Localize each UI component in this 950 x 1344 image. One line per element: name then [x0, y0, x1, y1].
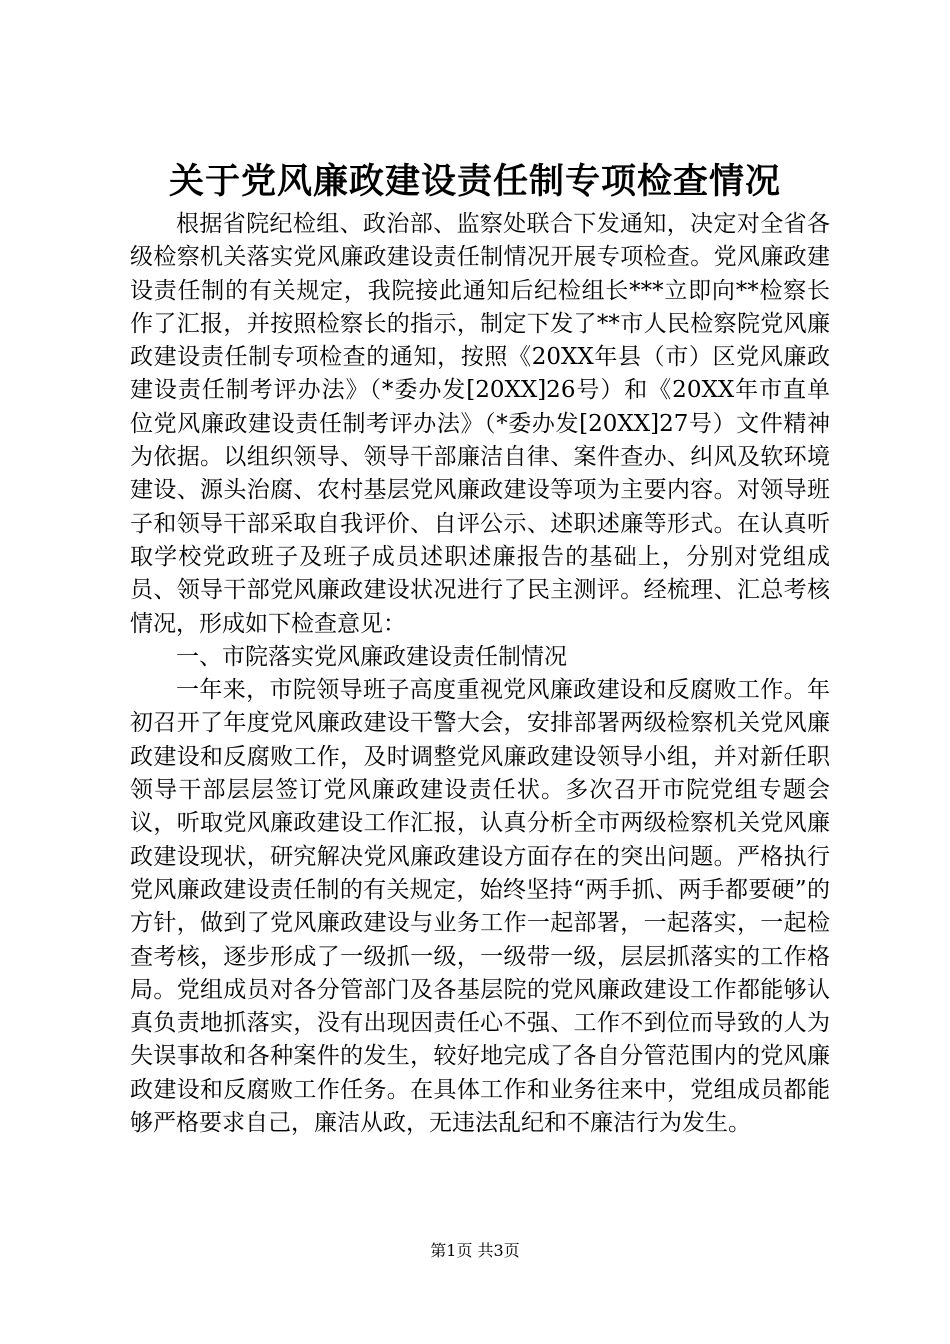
document-title: 关于党风廉政建设责任制专项检查情况 — [168, 161, 781, 202]
paragraph-intro: 根据省院纪检组、政治部、监察处联合下发通知，决定对全省各级检察机关落实党风廉政建设责任制情况开展专项检查。党风廉政建设责任制的有关规定，我院接此通知后纪检组长***立即向**检察长作了汇报，并按照检察长的指示，制定下发了**市人民检察院党风廉政建设责任制专项检查的通知，按照《20XX年县（市）区党风廉政建设责任制考评办法》（*委办发[20XX]26号）和《20XX年市直单位党风廉政建设责任制考评办法》（*委办发[20XX]27号）文件精神为依据。以组织领导、领导干部廉洁自律、案件查办、纠风及软环境建设、源头治腐、农村基层党风廉政建设等项为主要内容。对领导班子和领导干部采取自我评价、自评公示、述职述廉等形式。在认真听取学校党政班子及班子成员述职述廉报告的基础上，分别对党组成员、领导干部党风廉政建设状况进行了民主测评。经梳理、汇总考核情况，形成如下检查意见： — [130, 211, 830, 637]
document-body — [130, 208, 830, 1140]
section-heading: 一、市院落实党风廉政建设责任制情况 — [176, 643, 567, 670]
paragraph-section-one: 一年来，市院领导班子高度重视党风廉政建设和反腐败工作。年初召开了年度党风廉政建设干警大会，安排部署两级检察机关党风廉政建设和反腐败工作，及时调整党风廉政建设领导小组，并对新任职领导干部层层签订党风廉政建设责任状。多次召开市院党组专题会议，听取党风廉政建设工作汇报，认真分析全市两级检察机关党风廉政建设现状，研究解决党风廉政建设方面存在的突出问题。严格执行党风廉政建设责任制的有关规定，始终坚持“两手抓、两手都要硬”的方针，做到了党风廉政建设与业务工作一起部署，一起落实，一起检查考核，逐步形成了一级抓一级，一级带一级，层层抓落实的工作格局。党组成员对各分管部门及各基层院的党风廉政建设工作都能够认真负责地抓落实，没有出现因责任心不强、工作不到位而导致的人为失误事故和各种案件的发生，较好地完成了各自分管范围内的党风廉政建设和反腐败工作任务。在具体工作和业务往来中，党组成员都能够严格要求自己，廉洁从政，无违法乱纪和不廉洁行为发生。 — [130, 677, 830, 1137]
page-number: 第1页 共3页 — [430, 1241, 520, 1260]
